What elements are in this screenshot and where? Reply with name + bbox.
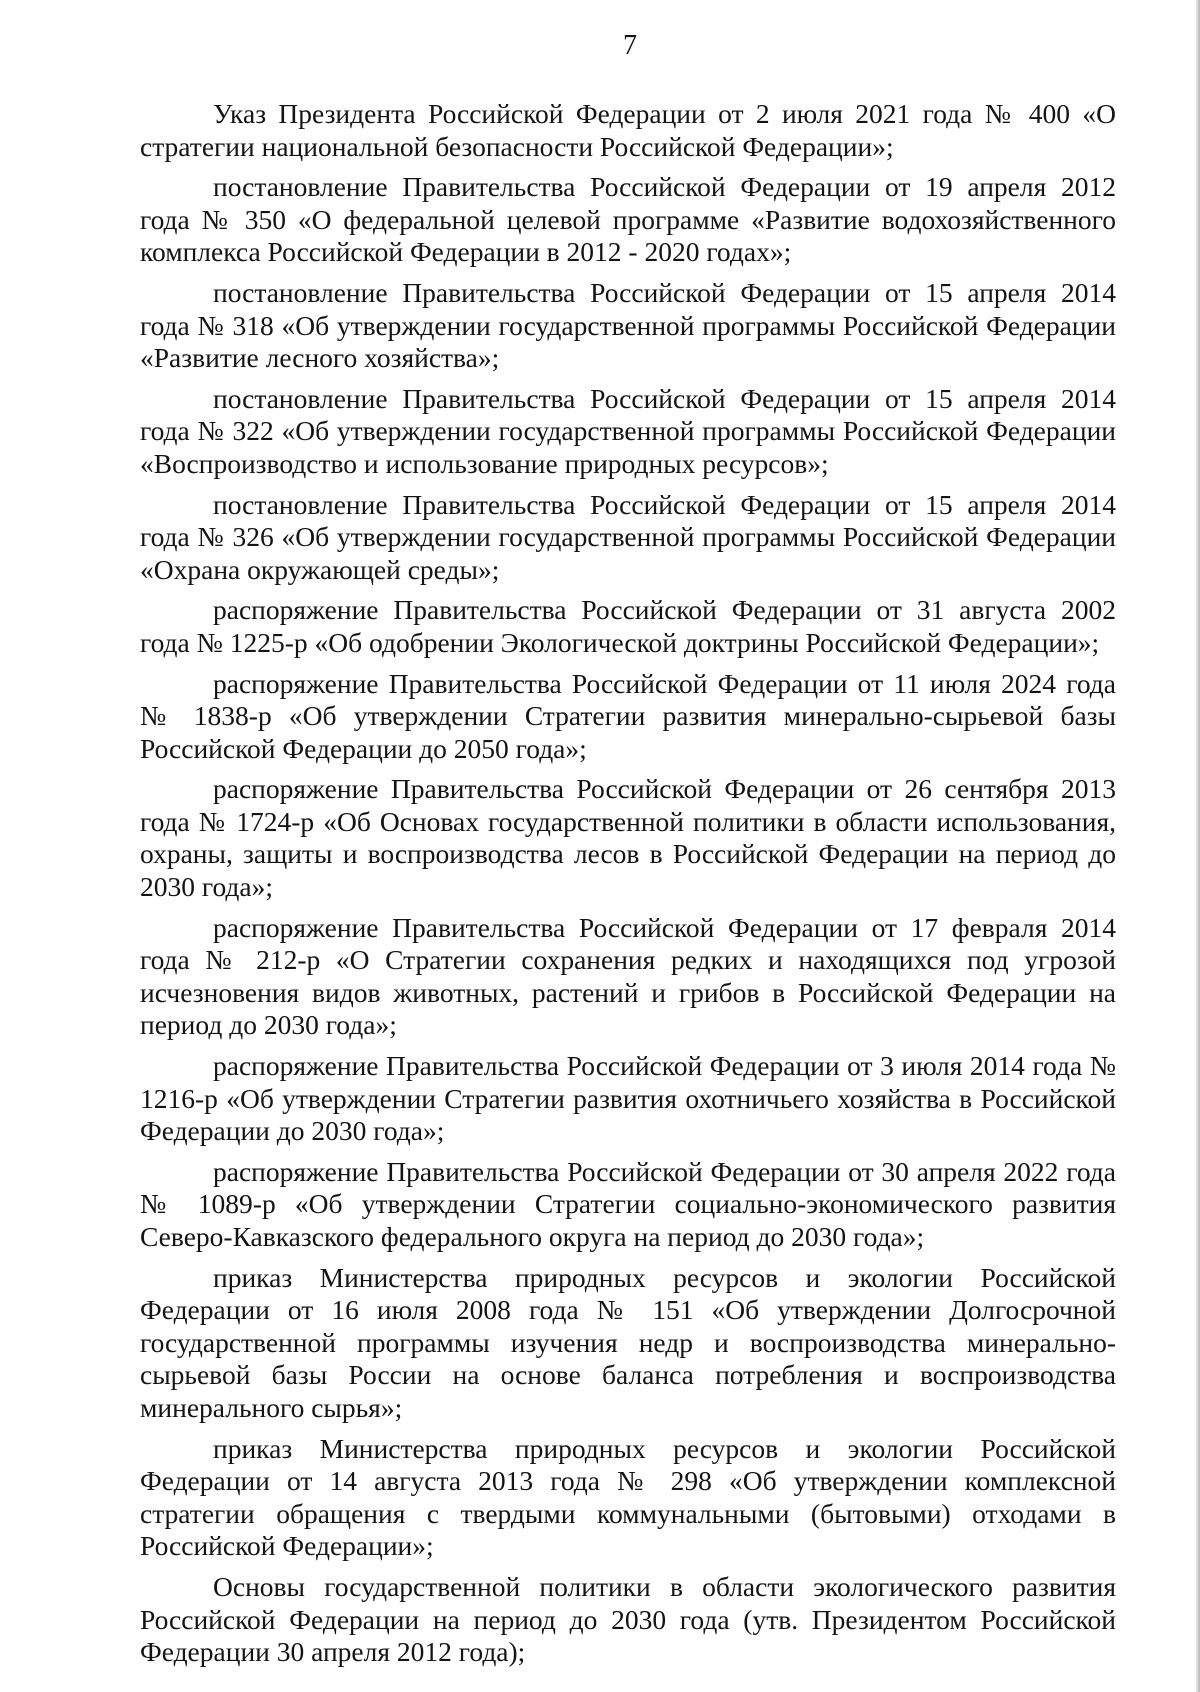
paragraph-6: распоряжение Правительства Российской Федерации от 31 августа 2002 года № 1225-р «Об одобрении Экологической доктрины Российской Федерации»; bbox=[140, 594, 1116, 658]
paragraph-10: распоряжение Правительства Российской Федерации от 3 июля 2014 года № 1216-р «Об утверждении Стратегии развития охотничьего хозяйства в Российской Федерации до 2030 года»; bbox=[140, 1050, 1116, 1147]
paragraph-14: Основы государственной политики в области экологического развития Российской Федерации на период до 2030 года (утв. Президентом Российской Федерации 30 апреля 2012 года); bbox=[140, 1570, 1116, 1668]
paragraph-12: приказ Министерства природных ресурсов и экологии Российской Федерации от 16 июля 2008 года № 151 «Об утверждении Долгосрочной государственной программы изучения недр и воспроизводства минерально-сырьевой базы России на основе баланса потребления и воспроизводства минерального сырья»; bbox=[140, 1261, 1116, 1423]
paragraph-13: приказ Министерства природных ресурсов и экологии Российской Федерации от 14 августа 2013 года № 298 «Об утверждении комплексной стратегии обращения с твердыми коммунальными (бытовыми) отходами в Российской Федерации»; bbox=[140, 1432, 1116, 1562]
paragraph-1: Указ Президента Российской Федерации от 2 июля 2021 года № 400 «О стратегии национальной безопасности Российской Федерации»; bbox=[140, 98, 1116, 162]
paragraph-4: постановление Правительства Российской Федерации от 15 апреля 2014 года № 322 «Об утверждении государственной программы Российской Федерации «Воспроизводство и использование природных ресурсов»; bbox=[140, 382, 1116, 479]
paragraph-8: распоряжение Правительства Российской Федерации от 26 сентября 2013 года № 1724-р «Об Основах государственной политики в области использования, охраны, защиты и воспроизводства лесов в Российской Федерации на период до 2030 года»; bbox=[140, 773, 1116, 903]
paragraph-11: распоряжение Правительства Российской Федерации от 30 апреля 2022 года № 1089-р «Об утверждении Стратегии социально-экономического развития Северо-Кавказского федерального округа на период до 2030 года»; bbox=[140, 1155, 1116, 1252]
paragraph-7: распоряжение Правительства Российской Федерации от 11 июля 2024 года № 1838-р «Об утверждении Стратегии развития минерально-сырьевой базы Российской Федерации до 2050 года»; bbox=[140, 667, 1116, 764]
document-body bbox=[140, 98, 1116, 1677]
paragraph-3: постановление Правительства Российской Федерации от 15 апреля 2014 года № 318 «Об утверждении государственной программы Российской Федерации «Развитие лесного хозяйства»; bbox=[140, 276, 1116, 374]
paragraph-9: распоряжение Правительства Российской Федерации от 17 февраля 2014 года № 212-р «О Стратегии сохранения редких и находящихся под угрозой исчезновения видов животных, растений и грибов в Российской Федерации на период до 2030 года»; bbox=[140, 911, 1116, 1041]
paragraph-5: постановление Правительства Российской Федерации от 15 апреля 2014 года № 326 «Об утверждении государственной программы Российской Федерации «Охрана окружающей среды»; bbox=[140, 488, 1116, 585]
page-number: 7 bbox=[623, 30, 637, 61]
scan-edge-shadow bbox=[1196, 0, 1200, 1692]
paragraph-2: постановление Правительства Российской Федерации от 19 апреля 2012 года № 350 «О федеральной целевой программе «Развитие водохозяйственного комплекса Российской Федерации в 2012 - 2020 годах»; bbox=[140, 171, 1116, 268]
